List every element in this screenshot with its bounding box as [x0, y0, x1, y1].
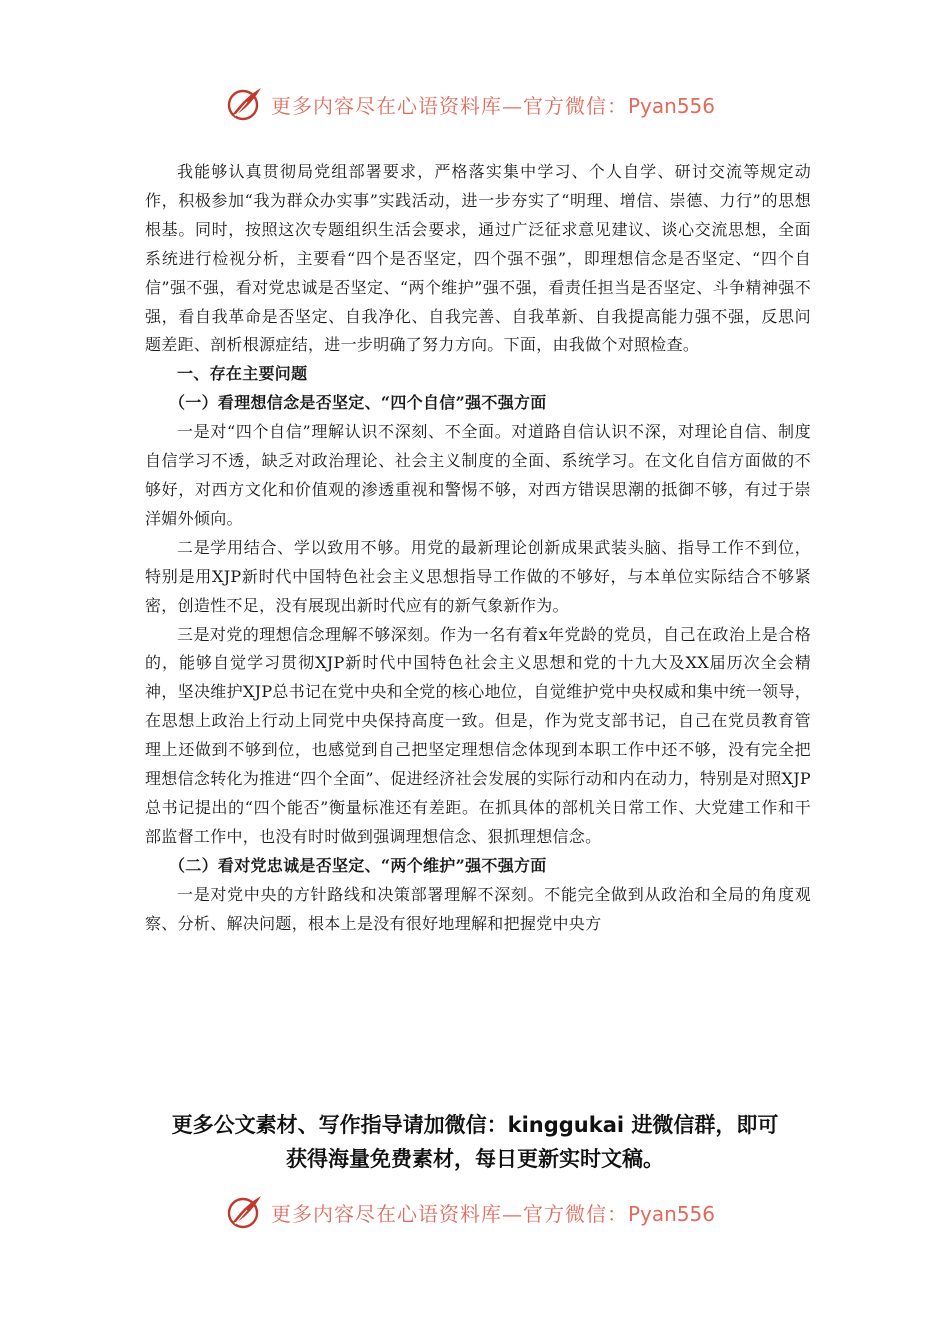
section-heading: 一、存在主要问题 [177, 364, 308, 384]
promo-line: 获得海量免费素材，每日更新实时文稿。 [286, 1147, 664, 1171]
paragraph: 三是对党的理想信念理解不够深刻。作为一名有着x年党龄的党员，自己在政治上是合格的，能够自觉学习贯彻XJP新时代中国特色社会主义思想和党的十九大及XX届历次全会精神，坚决维护XJP总书记在党中央和全党的核心地位，自觉维护党中央权威和集中统一领导，在思想上政治上行动上同党中央保持高度一致。但是，作为党支部书记，自己在党员教育管理上还做到不够到位，也感觉到自己把坚定理想信念体现到本职工作中还不够，没有完全把理想信念转化为推进“四个全面”、促进经济社会发展的实际行动和内在动力，特别是对照XJP总书记提出的“四个能否”衡量标准还有差距。在抓具体的部机关日常工作、大党建工作和干部监督工作中，也没有时时做到强调理想信念、狠抓理想信念。 [145, 624, 811, 846]
document-body [145, 158, 811, 938]
paragraph: 一是对党中央的方针路线和决策部署理解不深刻。不能完全做到从政治和全局的角度观察、分析、解决问题，根本上是没有很好地理解和把握党中央方 [145, 884, 811, 933]
subsection-heading: （一）看理想信念是否坚定、“四个自信”强不强方面 [169, 393, 547, 413]
quill-pen-logo-icon [225, 84, 265, 124]
paragraph: 我能够认真贯彻局党组部署要求，严格落实集中学习、个人自学、研讨交流等规定动作，积极参加“我为群众办实事”实践活动，进一步夯实了“明理、增信、崇德、力行”的思想根基。同时，按照这次专题组织生活会要求，通过广泛征求意见建议、谈心交流思想，全面系统进行检视分析，主要看“四个是否坚定，四个强不强”，即理想信念是否坚定、“四个自信”强不强，看对党忠诚是否坚定、“两个维护”强不强，看责任担当是否坚定、斗争精神强不强，看自我革命是否坚定、自我净化、自我完善、自我革新、自我提高能力强不强，反思问题差距、剖析根源症结，进一步明确了努力方向。下面，由我做个对照检查。 [145, 162, 811, 355]
promo-line: 更多公文素材、写作指导请加微信：kinggukai 进微信群，即可 [171, 1113, 779, 1137]
watermark-text: 更多内容尽在心语资料库—官方微信：Pyan556 [271, 1201, 716, 1226]
paragraph: 二是学用结合、学以致用不够。用党的最新理论创新成果武装头脑、指导工作不到位，特别是用XJP新时代中国特色社会主义思想指导工作做的不够好，与本单位实际结合不够紧密，创造性不足，没有展现出新时代应有的新气象新作为。 [145, 537, 811, 615]
watermark-text: 更多内容尽在心语资料库—官方微信：Pyan556 [271, 93, 716, 118]
promo-banner [100, 1108, 850, 1176]
watermark-footer [225, 1190, 725, 1234]
quill-pen-logo-icon [225, 1192, 265, 1232]
subsection-heading: （二）看对党忠诚是否坚定、“两个维护”强不强方面 [169, 855, 547, 875]
paragraph: 一是对“四个自信”理解认识不深刻、不全面。对道路自信认识不深，对理论自信、制度自信学习不透，缺乏对政治理论、社会主义制度的全面、系统学习。在文化自信方面做的不够好，对西方文化和价值观的渗透重视和警惕不够，对西方错误思潮的抵御不够，有过于崇洋媚外倾向。 [145, 422, 811, 528]
watermark-header [225, 82, 725, 126]
